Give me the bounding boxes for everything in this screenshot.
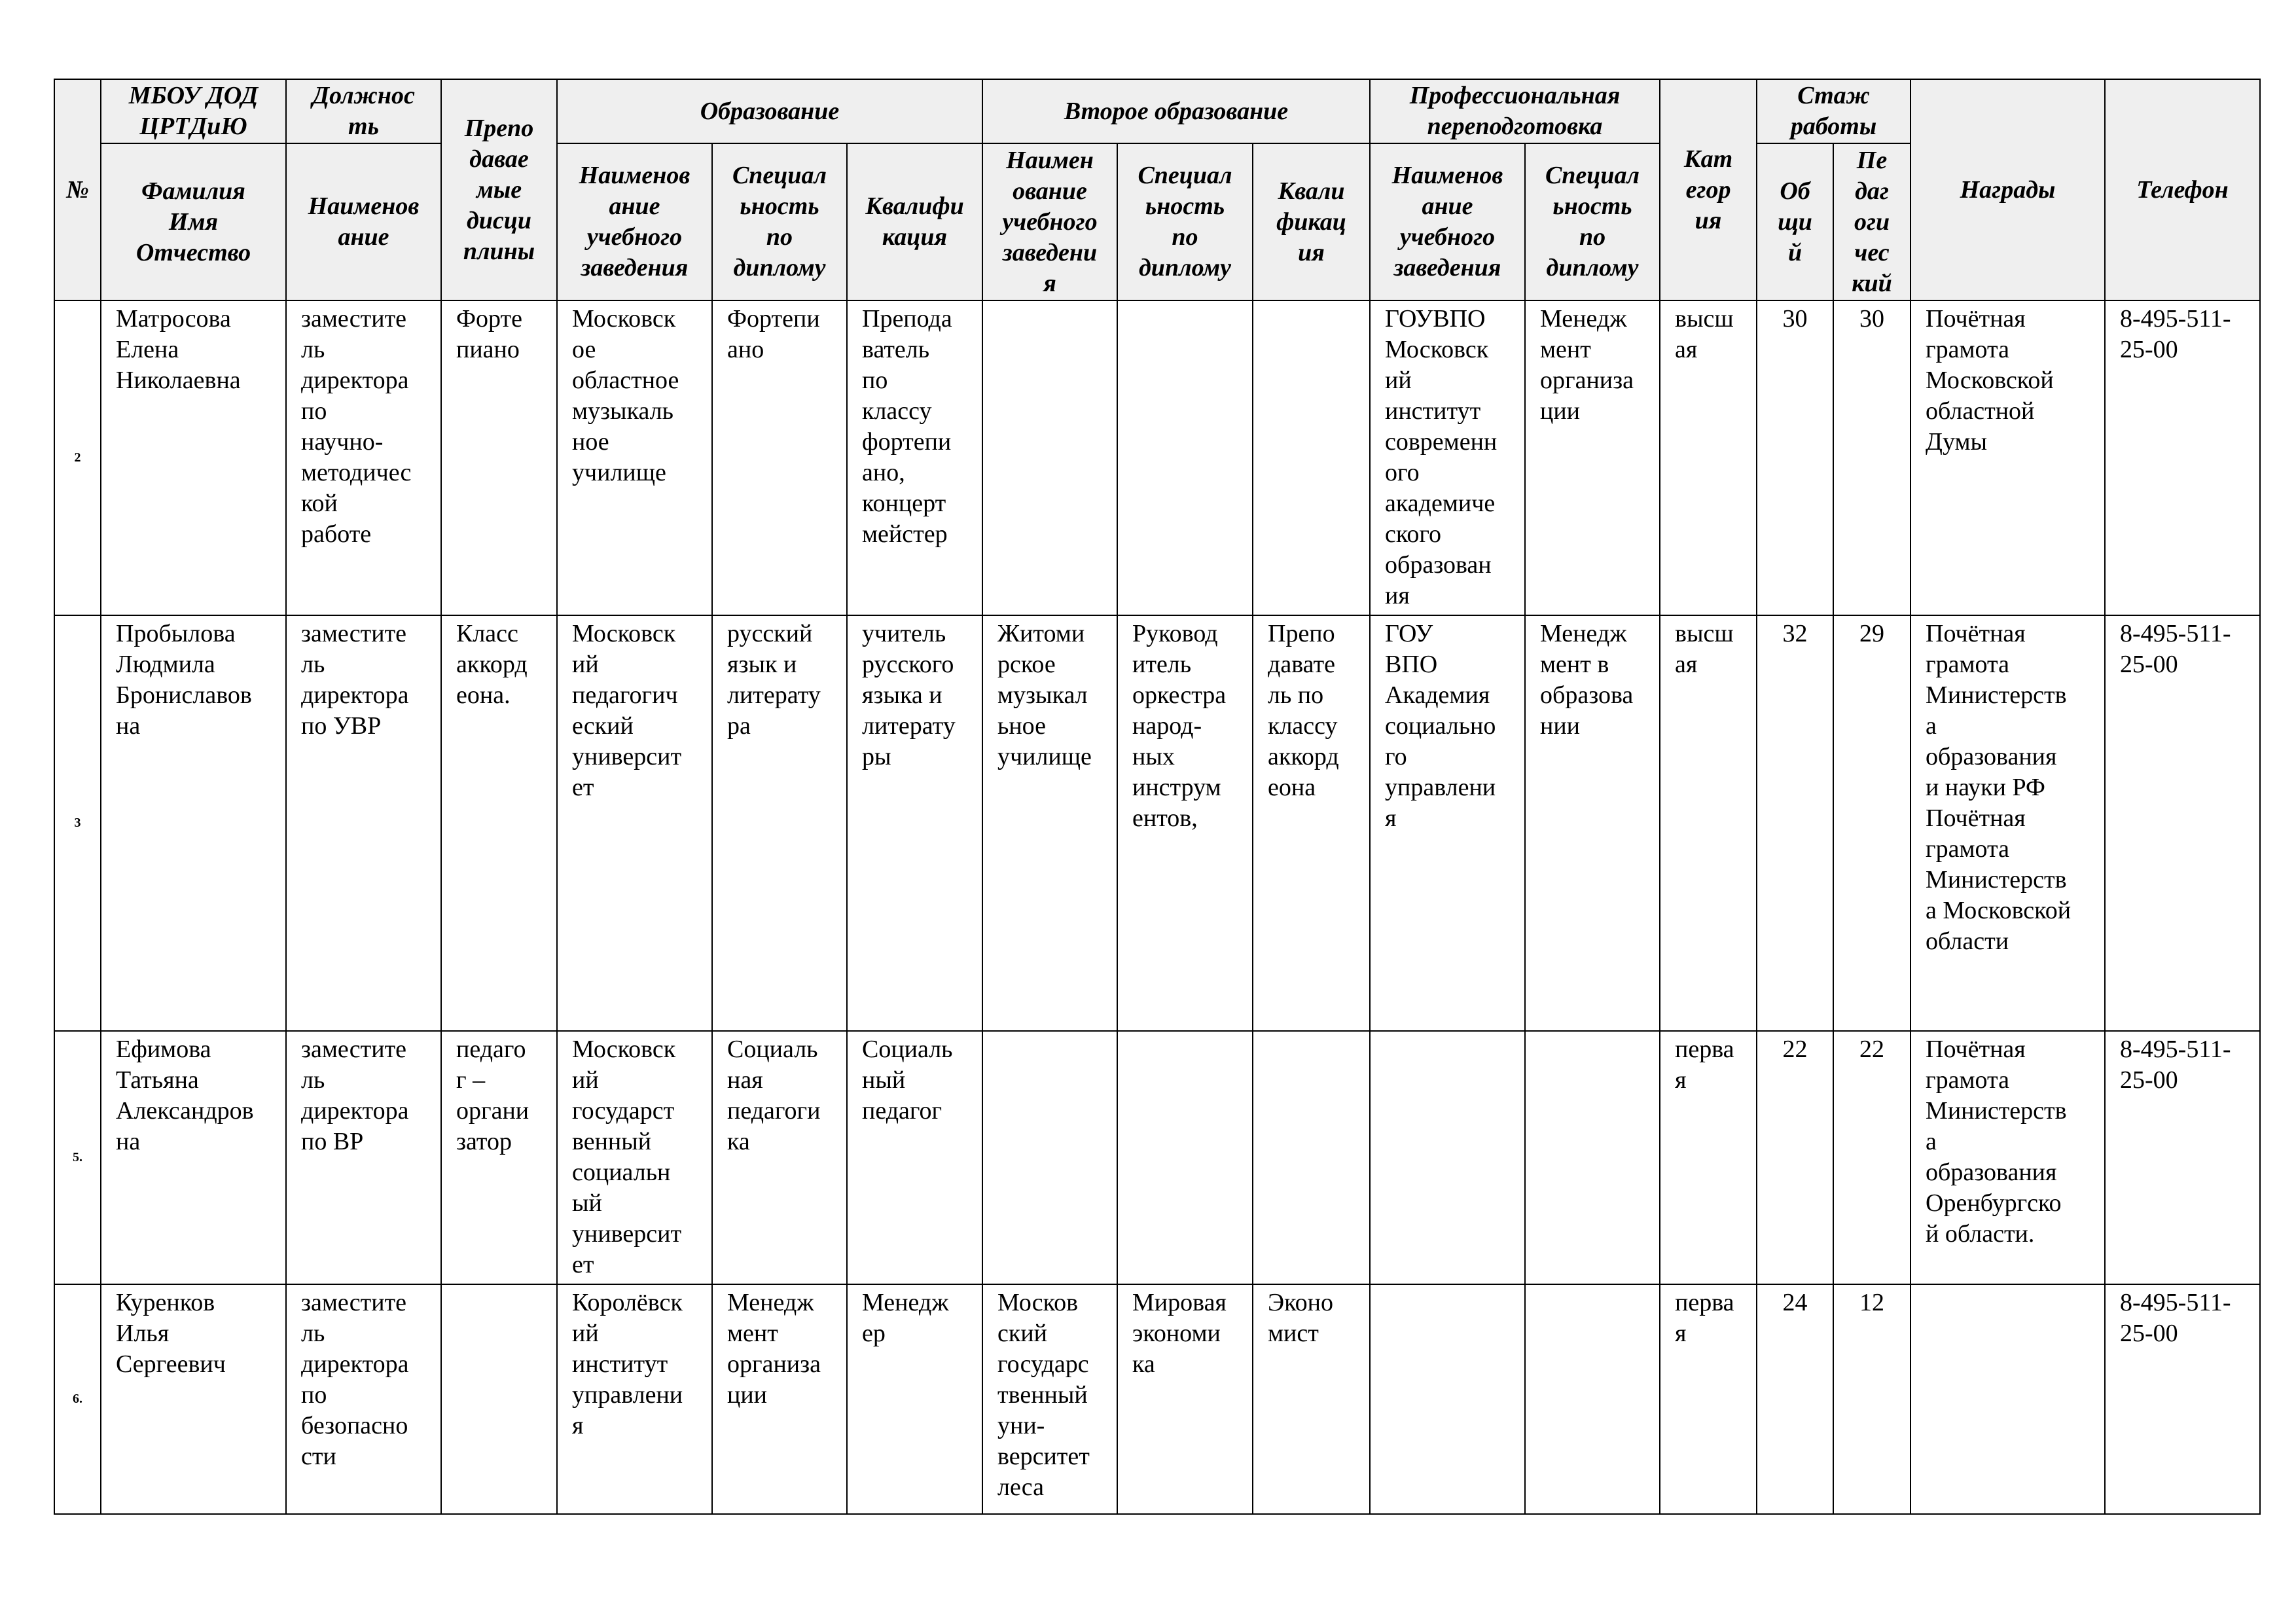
cell-category: перва я (1660, 1031, 1757, 1284)
cell-edu-specialty: Социаль ная педагоги ка (712, 1031, 847, 1284)
row-number: 3 (54, 615, 101, 1031)
cell-fio: Ефимова Татьяна Александров на (101, 1031, 286, 1284)
cell-ret-institution: ГОУВПО Московск ий институт современн ого академиче ского образован ия (1370, 300, 1525, 615)
cell-sec-specialty: Руковод итель оркестра народ- ных инструм ентов, (1117, 615, 1253, 1031)
cell-phone: 8-495-511- 25-00 (2105, 1284, 2260, 1514)
cell-awards: Почётная грамота Московской областной Думы (1910, 300, 2105, 615)
header-sec-qualification: Квали фикац ия (1253, 143, 1370, 300)
header-experience: Стаж работы (1757, 79, 1910, 143)
cell-sec-institution (982, 300, 1117, 615)
cell-sec-institution: Житоми рское музыкал ьное училище (982, 615, 1117, 1031)
cell-exp-ped: 29 (1833, 615, 1910, 1031)
cell-ret-institution: ГОУ ВПО Академия социально го управлени я (1370, 615, 1525, 1031)
cell-position: заместите ль директора по научно- методичес кой работе (286, 300, 441, 615)
cell-disciplines: Класс аккорд еона. (441, 615, 557, 1031)
header-sec-institution: Наимен ование учебного заведени я (982, 143, 1117, 300)
cell-edu-qualification: Препода ватель по классу фортепи ано, концерт мейстер (847, 300, 982, 615)
header-ret-specialty: Специал ьность по диплому (1525, 143, 1660, 300)
cell-position: заместите ль директора по УВР (286, 615, 441, 1031)
cell-awards: Почётная грамота Министерств а образования Оренбургско й области. (1910, 1031, 2105, 1284)
cell-category: высш ая (1660, 615, 1757, 1031)
header-exp-ped: Пе даг оги чес кий (1833, 143, 1910, 300)
cell-sec-specialty (1117, 1031, 1253, 1284)
cell-category: перва я (1660, 1284, 1757, 1514)
table-header (54, 79, 2260, 300)
cell-disciplines: педаго г – органи затор (441, 1031, 557, 1284)
header-awards: Награды (1910, 79, 2105, 300)
header-org: МБОУ ДОД ЦРТДиЮ (101, 79, 286, 143)
cell-ret-institution (1370, 1284, 1525, 1514)
cell-sec-specialty (1117, 300, 1253, 615)
cell-exp-total: 22 (1757, 1031, 1833, 1284)
table-body (54, 300, 2260, 1514)
cell-edu-institution: Московск ий государст венный социальн ый университ ет (557, 1031, 712, 1284)
cell-exp-total: 24 (1757, 1284, 1833, 1514)
cell-sec-institution: Москов ский государс твенный уни- верситет леса (982, 1284, 1117, 1514)
cell-ret-specialty: Менедж мент в образова нии (1525, 615, 1660, 1031)
header-edu-qualification: Квалифи кация (847, 143, 982, 300)
cell-edu-institution: Московск ий педагогич еский университ ет (557, 615, 712, 1031)
table-row (54, 300, 2260, 615)
table-row (54, 615, 2260, 1031)
header-second-education: Второе образование (982, 79, 1370, 143)
cell-edu-qualification: Менедж ер (847, 1284, 982, 1514)
cell-exp-total: 30 (1757, 300, 1833, 615)
cell-edu-specialty: Фортепи ано (712, 300, 847, 615)
cell-edu-specialty: Менедж мент организа ции (712, 1284, 847, 1514)
cell-position: заместите ль директора по безопасно сти (286, 1284, 441, 1514)
cell-phone: 8-495-511- 25-00 (2105, 615, 2260, 1031)
row-number: 6. (54, 1284, 101, 1514)
header-edu-specialty: Специал ьность по диплому (712, 143, 847, 300)
cell-ret-specialty (1525, 1031, 1660, 1284)
cell-awards (1910, 1284, 2105, 1514)
header-retraining: Профессиональная переподготовка (1370, 79, 1660, 143)
cell-sec-qualification: Эконо мист (1253, 1284, 1370, 1514)
cell-fio: Матросова Елена Николаевна (101, 300, 286, 615)
header-fio: Фамилия Имя Отчество (101, 143, 286, 300)
cell-edu-institution: Королёвск ий институт управлени я (557, 1284, 712, 1514)
cell-category: высш ая (1660, 300, 1757, 615)
header-category: Кат егор ия (1660, 79, 1757, 300)
cell-sec-qualification (1253, 1031, 1370, 1284)
cell-disciplines (441, 1284, 557, 1514)
header-position-name: Наименов ание (286, 143, 441, 300)
header-disciplines: Препо давае мые дисци плины (441, 79, 557, 300)
cell-edu-qualification: Социаль ный педагог (847, 1031, 982, 1284)
cell-exp-ped: 22 (1833, 1031, 1910, 1284)
header-edu-institution: Наименов ание учебного заведения (557, 143, 712, 300)
cell-exp-ped: 12 (1833, 1284, 1910, 1514)
header-ret-institution: Наименов ание учебного заведения (1370, 143, 1525, 300)
staff-table (54, 79, 2261, 1515)
cell-exp-ped: 30 (1833, 300, 1910, 615)
cell-position: заместите ль директора по ВР (286, 1031, 441, 1284)
cell-sec-institution (982, 1031, 1117, 1284)
row-number: 5. (54, 1031, 101, 1284)
cell-exp-total: 32 (1757, 615, 1833, 1031)
row-number: 2 (54, 300, 101, 615)
table-row (54, 1031, 2260, 1284)
header-exp-total: Об щи й (1757, 143, 1833, 300)
cell-ret-specialty: Менедж мент организа ции (1525, 300, 1660, 615)
cell-sec-specialty: Мировая экономи ка (1117, 1284, 1253, 1514)
cell-fio: Пробылова Людмила Брониславов на (101, 615, 286, 1031)
header-no: № (54, 79, 101, 300)
cell-edu-institution: Московск ое областное музыкаль ное училище (557, 300, 712, 615)
cell-fio: Куренков Илья Сергеевич (101, 1284, 286, 1514)
cell-sec-qualification: Препо давате ль по классу аккорд еона (1253, 615, 1370, 1031)
header-phone: Телефон (2105, 79, 2260, 300)
cell-sec-qualification (1253, 300, 1370, 615)
cell-ret-institution (1370, 1031, 1525, 1284)
cell-phone: 8-495-511- 25-00 (2105, 300, 2260, 615)
cell-edu-qualification: учитель русского языка и литерату ры (847, 615, 982, 1031)
header-sec-specialty: Специал ьность по диплому (1117, 143, 1253, 300)
cell-disciplines: Форте пиано (441, 300, 557, 615)
header-education: Образование (557, 79, 982, 143)
cell-awards: Почётная грамота Министерств а образования и науки РФ Почётная грамота Министерств а Московской области (1910, 615, 2105, 1031)
cell-ret-specialty (1525, 1284, 1660, 1514)
cell-edu-specialty: русский язык и литерату ра (712, 615, 847, 1031)
table-row (54, 1284, 2260, 1514)
header-position: Должнос ть (286, 79, 441, 143)
cell-phone: 8-495-511- 25-00 (2105, 1031, 2260, 1284)
